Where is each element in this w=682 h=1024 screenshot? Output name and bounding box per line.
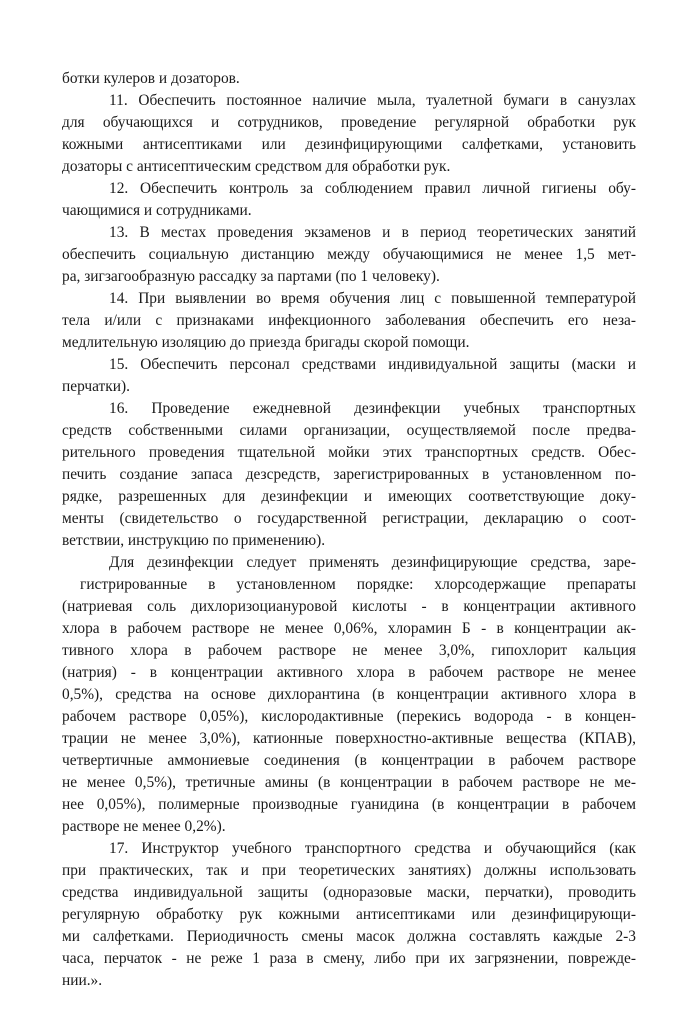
text-line: печить создание запаса дезсредств, зарегистрированных в установленном по- (62, 466, 636, 483)
text-line: ми салфетками. Периодичность смены масок должна составлять каждые 2-3 (62, 928, 636, 945)
text-line: ботки кулеров и дозаторов. (62, 70, 240, 87)
text-line: средств собственными силами организации, осуществляемой после предва- (62, 422, 636, 439)
text-line: для обучающихся и сотрудников, проведение регулярной обработки рук (62, 114, 636, 131)
text-line: 16. Проведение ежедневной дезинфекции учебных транспортных (109, 400, 636, 417)
text-line: нее 0,05%), полимерные производные гуанидина (в концентрации в рабочем (62, 796, 636, 813)
text-line: 12. Обеспечить контроль за соблюдением правил личной гигиены обу- (109, 180, 636, 197)
text-line: менты (свидетельство о государственной регистрации, декларацию о соот- (62, 510, 636, 527)
text-line: 11. Обеспечить постоянное наличие мыла, туалетной бумаги в санузлах (109, 92, 636, 109)
text-line: ра, зигзагообразную рассадку за партами (по 1 человеку). (62, 268, 440, 285)
text-line: обеспечить социальную дистанцию между обучающимися не менее 1,5 мет- (62, 246, 636, 263)
text-line: не менее 0,5%), третичные амины (в концентрации в рабочем растворе не ме- (62, 774, 636, 791)
text-line: трации не менее 3,0%), катионные поверхностно-активные вещества (КПАВ), (62, 730, 636, 747)
text-line: тивного хлора в рабочем растворе не менее 3,0%, гипохлорит кальция (62, 642, 636, 659)
text-line: чающимися и сотрудниками. (62, 202, 252, 219)
text-line: регулярную обработку рук кожными антисептиками или дезинфицирующи- (62, 906, 636, 923)
text-line: медлительную изоляцию до приезда бригады скорой помощи. (62, 334, 470, 351)
text-line: 0,5%), средства на основе дихлорантина (в концентрации активного хлора в (62, 686, 636, 703)
text-line: ветствии, инструкцию по применению). (62, 532, 326, 549)
text-line: рительного проведения тщательной мойки этих транспортных средств. Обес- (62, 444, 636, 461)
document-page (62, 68, 636, 992)
text-line: при практических, так и при теоретических занятиях) должны использовать (62, 862, 636, 879)
text-line: тела и/или с признаками инфекционного заболевания обеспечить его неза- (62, 312, 636, 329)
text-line: 13. В местах проведения экзаменов и в период теоретических занятий (109, 224, 636, 241)
text-line: Для дезинфекции следует применять дезинфицирующие средства, заре- (109, 554, 636, 571)
text-line: рабочем растворе 0,05%), кислородактивные (перекись водорода - в концен- (62, 708, 636, 725)
text-line: (натриевая соль дихлоризоциануровой кислоты - в концентрации активного (62, 598, 636, 615)
text-line: нии.». (62, 972, 103, 989)
text-line: 17. Инструктор учебного транспортного средства и обучающийся (как (109, 840, 636, 857)
text-line: растворе не менее 0,2%). (62, 818, 226, 835)
text-line: (натрия) - в концентрации активного хлора в рабочем растворе не менее (62, 664, 636, 681)
text-line: кожными антисептиками или дезинфицирующими салфетками, установить (62, 136, 636, 153)
text-line: средства индивидуальной защиты (одноразовые маски, перчатки), проводить (62, 884, 636, 901)
text-line: перчатки). (62, 378, 130, 395)
text-line: 14. При выявлении во время обучения лиц с повышенной температурой (109, 290, 636, 307)
text-line: хлора в рабочем растворе не менее 0,06%, хлорамин Б - в концентрации ак- (62, 620, 636, 637)
text-line: рядке, разрешенных для дезинфекции и имеющих соответствующие доку- (62, 488, 636, 505)
text-line: дозаторы с антисептическим средством для обработки рук. (62, 158, 451, 175)
text-line: гистрированные в установленном порядке: хлорсодержащие препараты (80, 576, 636, 593)
text-line: 15. Обеспечить персонал средствами индивидуальной защиты (маски и (109, 356, 636, 373)
text-line: четвертичные аммониевые соединения (в концентрации в рабочем растворе (62, 752, 636, 769)
text-line: часа, перчаток - не реже 1 раза в смену, либо при их загрязнении, поврежде- (62, 950, 636, 967)
